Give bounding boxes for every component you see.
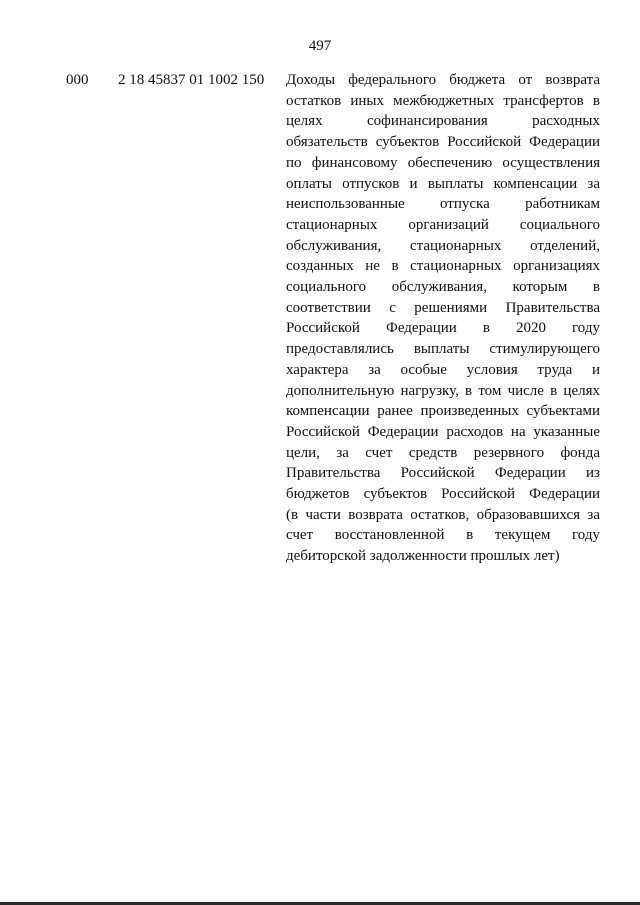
description-line: оплаты отпусков и выплаты компенсации за (286, 175, 600, 192)
description-line: Российской Федерации в 2020 году (286, 320, 600, 337)
description-line: дебиторской задолженности прошлых лет) (286, 548, 560, 565)
description-line: по финансовому обеспечению осуществления (286, 154, 600, 171)
budget-classification-code: 2 18 45837 01 1002 150 (118, 72, 265, 88)
description-line: созданных не в стационарных организациях (286, 258, 600, 275)
description-line: счет восстановленной в текущем году (286, 527, 600, 544)
description-line: бюджетов субъектов Российской Федерации (286, 486, 600, 503)
description-line: стационарных организаций социального (286, 216, 600, 233)
description-line: обслуживания, стационарных отделений, (286, 237, 600, 254)
description-line: обязательств субъектов Российской Федерации (286, 134, 600, 151)
description-line: цели, за счет средств резервного фонда (286, 444, 600, 461)
description-line: Российской Федерации расходов на указанные (286, 423, 600, 440)
revenue-description (286, 70, 600, 567)
description-line: остатков иных межбюджетных трансфертов в (286, 92, 600, 109)
description-line: Правительства Российской Федерации из (286, 465, 600, 482)
description-line: целях софинансирования расходных (286, 113, 600, 130)
administrator-code: 000 (66, 72, 89, 88)
description-line: Доходы федерального бюджета от возврата (286, 72, 600, 88)
description-line: соответствии с решениями Правительства (286, 299, 600, 316)
description-line: характера за особые условия труда и (286, 361, 600, 378)
description-line: социального обслуживания, которым в (286, 279, 600, 296)
page-number: 497 (308, 38, 332, 54)
description-line: предоставлялись выплаты стимулирующего (286, 341, 600, 358)
description-line: (в части возврата остатков, образовавшихся за (286, 506, 600, 523)
description-line: неиспользованные отпуска работникам (286, 196, 600, 213)
description-line: дополнительную нагрузку, в том числе в целях (286, 382, 600, 399)
description-line: компенсации ранее произведенных субъектами (286, 403, 600, 420)
